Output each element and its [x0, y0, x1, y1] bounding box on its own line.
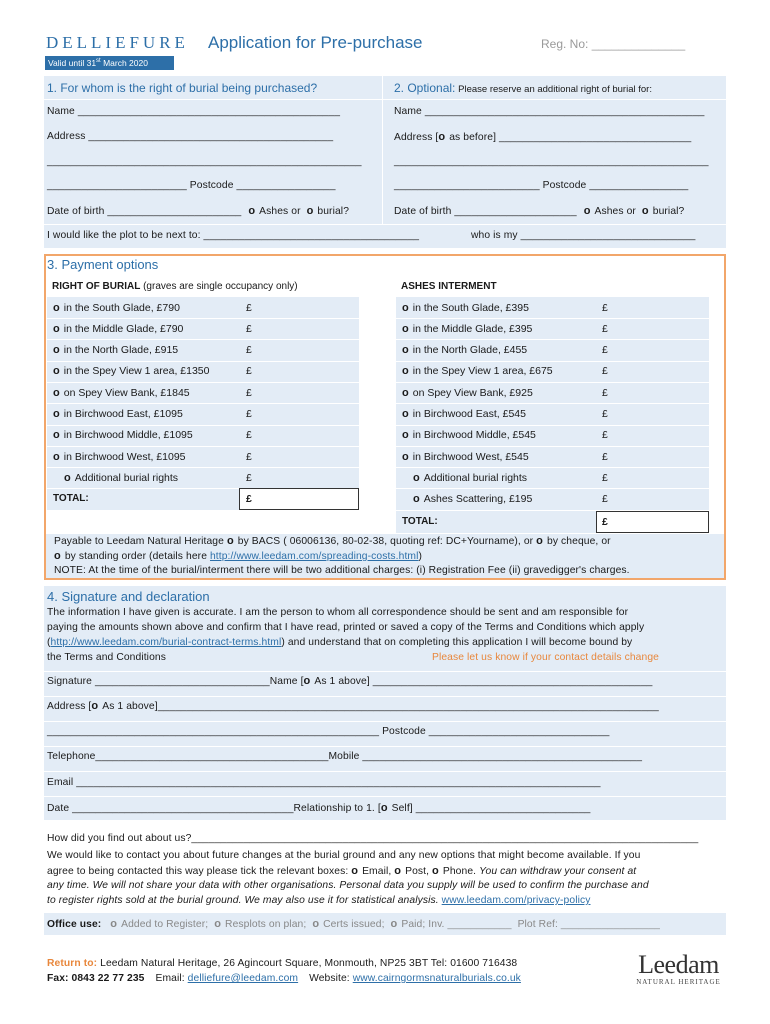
- additional-address-row: [394, 131, 691, 143]
- ashes-option-checkbox[interactable]: o: [413, 471, 420, 484]
- section-2-title: 2. Optional:: [394, 81, 456, 95]
- terms-link[interactable]: http://www.leedam.com/burial-contract-terms.html: [50, 637, 282, 648]
- additional-postcode-field[interactable]: _________________________ Postcode _________________: [394, 180, 689, 191]
- burial-label: burial?: [317, 206, 350, 217]
- self-checkbox[interactable]: o: [380, 802, 388, 814]
- valid-pre: Valid until 31: [48, 58, 97, 68]
- additional-dob-field[interactable]: Date of birth _____________________: [394, 206, 577, 217]
- ashes-amount-field[interactable]: £: [602, 322, 608, 335]
- burial-option-row: [47, 446, 359, 467]
- ashes-option-label: in the South Glade, £395: [412, 301, 529, 314]
- telephone-mobile-field[interactable]: Telephone________________________________________Mobile ________________________________________________: [47, 751, 643, 762]
- burial-option-label: in Birchwood Middle, £1095: [63, 429, 193, 442]
- ashes-option-checkbox[interactable]: o: [402, 322, 409, 335]
- name-as-above-checkbox[interactable]: o: [303, 675, 311, 687]
- burial-option-row: [47, 297, 359, 318]
- ashes-option-row: [396, 425, 709, 446]
- ashes-amount-field[interactable]: £: [602, 408, 608, 420]
- office-item-label: Resplots on plan;: [225, 919, 307, 930]
- ashes-option-row: [396, 489, 709, 510]
- payable-line: [54, 535, 611, 547]
- applicant-dob-field[interactable]: Date of birth _______________________: [47, 206, 242, 217]
- contact-line-1: We would like to contact you about future changes at the burial ground and any new options that might become available. If you: [47, 850, 641, 861]
- additional-address-field[interactable]: as before] _________________________________: [449, 132, 692, 143]
- logo-wordmark: Leedam: [638, 950, 719, 979]
- decl-open: (: [47, 637, 51, 648]
- ashes-checkbox[interactable]: o: [248, 205, 256, 217]
- burial-option-label: Additional burial rights: [74, 471, 179, 484]
- ashes-option-label: in Birchwood West, £545: [412, 450, 529, 463]
- website-link[interactable]: www.cairngormsnaturalburials.co.uk: [352, 973, 521, 984]
- section-2-subtitle: Please reserve an additional right of burial for:: [458, 84, 652, 95]
- form-title: Application for Pre-purchase: [208, 33, 423, 52]
- return-label: Return to:: [47, 958, 98, 969]
- office-checkbox[interactable]: o: [110, 918, 118, 930]
- additional-ashes-label: Ashes or: [594, 206, 636, 217]
- burial-option-checkbox[interactable]: o: [53, 301, 60, 314]
- ashes-option-checkbox[interactable]: o: [402, 365, 409, 378]
- ashes-option-checkbox[interactable]: o: [402, 429, 409, 442]
- logo-subtitle: NATURAL HERITAGE: [636, 978, 721, 986]
- leedam-logo: [631, 950, 726, 986]
- additional-ashes-checkbox[interactable]: o: [583, 205, 591, 217]
- bacs-checkbox[interactable]: o: [226, 535, 234, 547]
- burial-checkbox[interactable]: o: [306, 205, 314, 217]
- ashes-amount-field[interactable]: £: [602, 471, 608, 484]
- contact-details: [47, 973, 521, 984]
- standing-order-close: ): [418, 551, 423, 562]
- ashes-option-checkbox[interactable]: o: [402, 344, 409, 357]
- ashes-option-checkbox[interactable]: o: [402, 386, 409, 399]
- contact-consent-text: agree to being contacted this way please tick the relevant boxes:: [47, 866, 349, 877]
- burial-amount-field[interactable]: £: [246, 301, 252, 314]
- email-link[interactable]: delliefure@leedam.com: [187, 973, 299, 984]
- who-is-my-field[interactable]: who is my ______________________________: [471, 230, 696, 241]
- burial-option-row: [47, 382, 359, 403]
- contact-line-3: any time. We will not share your data with other organisations. Personal data you supply will be used to confirm the purchase and: [47, 880, 649, 891]
- additional-burial-label: burial?: [652, 206, 685, 217]
- declaration-line-1: The information I have given is accurate. I am the person to whom all correspondence should be sent and am responsible for: [47, 607, 629, 618]
- ashes-amount-field[interactable]: £: [602, 301, 608, 314]
- burial-header-title: RIGHT OF BURIAL: [52, 281, 141, 292]
- spreading-costs-link[interactable]: http://www.leedam.com/spreading-costs.html: [209, 551, 419, 562]
- ashes-option-checkbox[interactable]: o: [413, 493, 420, 506]
- burial-option-checkbox[interactable]: o: [64, 471, 71, 484]
- applicant-address-line-2[interactable]: ______________________________________________________: [47, 156, 362, 167]
- ashes-option-label: Ashes Scattering, £195: [423, 493, 533, 506]
- ashes-option-row: [396, 297, 709, 318]
- ashes-header: ASHES INTERMENT: [401, 281, 497, 292]
- ashes-amount-field[interactable]: £: [602, 365, 608, 378]
- burial-option-checkbox[interactable]: o: [53, 450, 60, 463]
- ashes-option-row: [396, 467, 709, 488]
- ashes-option-checkbox[interactable]: o: [402, 450, 409, 463]
- standing-order-label: by standing order (details here: [64, 551, 210, 562]
- ashes-option-checkbox[interactable]: o: [402, 408, 409, 420]
- found-us-field[interactable]: How did you find out about us?_______________________________________________________________________________________: [47, 833, 699, 844]
- valid-sup: st: [96, 58, 101, 65]
- additional-address-line-2[interactable]: ______________________________________________________: [394, 156, 709, 167]
- ashes-option-row: [396, 340, 709, 361]
- burial-header-note: (graves are single occupancy only): [140, 281, 298, 292]
- burial-option-label: in the South Glade, £790: [63, 301, 180, 314]
- ashes-total-field[interactable]: £: [602, 516, 608, 528]
- declaration-line-2: paying the amounts shown above and confirm that I have read, printed or saved a copy of the Terms and Conditions which apply: [47, 622, 645, 633]
- section-4-heading: 4. Signature and declaration: [47, 589, 210, 604]
- burial-total-box: [239, 488, 359, 510]
- email-label: Email:: [155, 973, 185, 984]
- office-item-label: Added to Register;: [121, 919, 209, 930]
- ashes-option-checkbox[interactable]: o: [402, 301, 409, 314]
- burial-total-label: TOTAL:: [53, 493, 89, 504]
- ashes-option-row: [396, 361, 709, 382]
- divider: [44, 796, 726, 797]
- contact-change-note: Please let us know if your contact details change: [432, 652, 659, 663]
- declaration-line-3: [47, 637, 632, 648]
- divider: [44, 721, 726, 722]
- section-2-heading: [394, 81, 652, 95]
- burial-amount-field[interactable]: £: [246, 322, 252, 335]
- ashes-amount-field[interactable]: £: [602, 386, 608, 399]
- cheque-label: by cheque, or: [547, 536, 611, 547]
- burial-option-row: [47, 404, 359, 425]
- divider: [44, 671, 726, 672]
- date-field[interactable]: Date ______________________________________Relationship to 1. [: [47, 803, 381, 814]
- burial-amount-field[interactable]: £: [246, 386, 252, 399]
- burial-option-row: [47, 467, 359, 488]
- ashes-option-label: in Birchwood Middle, £545: [412, 429, 536, 442]
- declaration-line-4: the Terms and Conditions: [47, 652, 166, 663]
- ashes-label: Ashes or: [259, 206, 301, 217]
- sig-address-field[interactable]: As 1 above]______________________________________________________________________________________: [102, 701, 659, 712]
- ashes-option-row: [396, 382, 709, 403]
- burial-option-label: in Birchwood East, £1095: [63, 408, 183, 420]
- burial-amount-field[interactable]: £: [246, 344, 252, 357]
- burial-option-checkbox[interactable]: o: [53, 322, 60, 335]
- additional-dob-row: [394, 205, 684, 217]
- section-1-heading: 1. For whom is the right of burial being purchased?: [47, 81, 318, 95]
- ashes-option-label: in the Spey View 1 area, £675: [412, 365, 553, 378]
- payable-to: Payable to Leedam Natural Heritage: [54, 536, 224, 547]
- burial-option-checkbox[interactable]: o: [53, 429, 60, 442]
- contact-line-2: [47, 865, 636, 877]
- ashes-option-label: in the Middle Glade, £395: [412, 322, 533, 335]
- burial-option-row: [47, 425, 359, 446]
- signature-row: [47, 675, 652, 687]
- burial-total-field[interactable]: £: [246, 493, 252, 505]
- ashes-amount-field[interactable]: £: [602, 493, 608, 506]
- valid-post: March 2020: [100, 58, 148, 68]
- office-item-label: Certs issued;: [323, 919, 385, 930]
- relationship-field[interactable]: Self] ______________________________: [391, 803, 591, 814]
- burial-option-checkbox[interactable]: o: [53, 344, 60, 357]
- fax-number: Fax: 0843 22 77 235: [47, 973, 145, 984]
- contact-phone-label: Phone.: [442, 866, 477, 877]
- privacy-text: to register rights sold at the burial ground. We may also use it for statistical analysis.: [47, 895, 439, 906]
- burial-amount-field[interactable]: £: [246, 450, 252, 463]
- burial-option-checkbox[interactable]: o: [53, 365, 60, 378]
- office-item-label: Paid; Inv. ___________: [401, 919, 512, 930]
- website-label: Website:: [309, 973, 350, 984]
- applicant-postcode-field[interactable]: ________________________ Postcode _________________: [47, 180, 336, 191]
- applicant-address-field[interactable]: Address __________________________________________: [47, 131, 334, 142]
- contact-post-label: Post,: [405, 866, 430, 877]
- office-use-label: Office use:: [47, 919, 102, 930]
- sig-address-row: [47, 700, 659, 712]
- brand-name: DELLIEFURE: [46, 33, 189, 52]
- ashes-option-row: [396, 446, 709, 467]
- decl-rest: ) and understand that on completing this application I will become bound by: [281, 637, 633, 648]
- burial-option-label: in the North Glade, £915: [63, 344, 179, 357]
- divider: [44, 771, 726, 772]
- burial-option-row: [47, 340, 359, 361]
- burial-amount-field[interactable]: £: [246, 429, 252, 442]
- burial-option-row: [47, 318, 359, 339]
- date-relationship-row: [47, 802, 591, 814]
- office-checkbox[interactable]: o: [390, 918, 398, 930]
- additional-address-label: Address [: [394, 132, 439, 143]
- ashes-amount-field[interactable]: £: [602, 429, 608, 442]
- withdraw-consent-text: You can withdraw your consent at: [479, 866, 637, 877]
- applicant-dob-row: [47, 205, 349, 217]
- ashes-option-row: [396, 318, 709, 339]
- additional-name-field[interactable]: Name ________________________________________________: [394, 106, 705, 117]
- contact-email-label: Email,: [362, 866, 392, 877]
- signature-field[interactable]: Signature ______________________________Name [: [47, 676, 304, 687]
- address-as-above-checkbox[interactable]: o: [91, 700, 99, 712]
- ashes-option-label: in Birchwood East, £545: [412, 408, 526, 420]
- divider: [44, 224, 726, 225]
- valid-until-banner: [45, 56, 174, 70]
- burial-option-checkbox[interactable]: o: [53, 386, 60, 399]
- burial-header: [52, 281, 298, 292]
- ashes-amount-field[interactable]: £: [602, 344, 608, 357]
- ashes-amount-field[interactable]: £: [602, 450, 608, 463]
- ashes-option-label: Additional burial rights: [423, 471, 528, 484]
- divider: [44, 746, 726, 747]
- burial-amount-field[interactable]: £: [246, 471, 252, 484]
- privacy-policy-link[interactable]: www.leedam.com/privacy-policy: [441, 895, 591, 906]
- contact-line-4: [47, 895, 590, 906]
- email-field[interactable]: Email __________________________________________________________________________________________: [47, 777, 601, 788]
- burial-amount-field[interactable]: £: [246, 408, 252, 420]
- divider: [44, 696, 726, 697]
- contact-phone-checkbox[interactable]: o: [432, 865, 439, 877]
- ashes-option-label: on Spey View Bank, £925: [412, 386, 533, 399]
- office-checkbox[interactable]: o: [214, 918, 222, 930]
- ashes-option-label: in the North Glade, £455: [412, 344, 528, 357]
- reg-number[interactable]: Reg. No: ______________: [541, 37, 686, 51]
- payment-note: NOTE: At the time of the burial/interment there will be two additional charges: (i) Registration Fee (ii) gravedigger's charges.: [54, 565, 630, 576]
- divider: [44, 99, 726, 100]
- as-before-checkbox[interactable]: o: [438, 131, 446, 143]
- burial-option-label: in Birchwood West, £1095: [63, 450, 186, 463]
- signature-name-field[interactable]: As 1 above] ________________________________________________: [314, 676, 653, 687]
- applicant-name-field[interactable]: Name _____________________________________________: [47, 106, 341, 117]
- vertical-divider: [382, 76, 383, 224]
- section-3-heading: 3. Payment options: [47, 257, 159, 272]
- standing-order-checkbox[interactable]: o: [54, 550, 61, 562]
- burial-option-label: in the Middle Glade, £790: [63, 322, 184, 335]
- office-item-label: Plot Ref: _________________: [517, 919, 660, 930]
- additional-burial-checkbox[interactable]: o: [641, 205, 649, 217]
- burial-option-checkbox[interactable]: o: [53, 408, 60, 420]
- contact-email-checkbox[interactable]: o: [351, 865, 359, 877]
- burial-option-label: on Spey View Bank, £1845: [63, 386, 190, 399]
- ashes-total-box: [596, 511, 709, 533]
- plot-next-to-field[interactable]: I would like the plot to be next to: _____________________________________: [47, 230, 420, 241]
- return-text: Leedam Natural Heritage, 26 Agincourt Square, Monmouth, NP25 3BT Tel: 01600 716438: [97, 958, 518, 969]
- return-address: [47, 958, 517, 969]
- sig-postcode-field[interactable]: _________________________________________________________ Postcode _______________________________: [47, 726, 610, 737]
- standing-order-line: [54, 550, 422, 562]
- bacs-label: by BACS ( 06006136, 80-02-38, quoting ref: DC+Yourname), or: [237, 536, 534, 547]
- office-checkbox[interactable]: o: [312, 918, 320, 930]
- burial-amount-field[interactable]: £: [246, 365, 252, 378]
- cheque-checkbox[interactable]: o: [536, 535, 543, 547]
- sig-address-label: Address [: [47, 701, 92, 712]
- ashes-option-row: [396, 404, 709, 425]
- office-use-row: [47, 918, 666, 930]
- contact-post-checkbox[interactable]: o: [394, 865, 402, 877]
- ashes-total-label: TOTAL:: [402, 516, 438, 527]
- burial-option-row: [47, 361, 359, 382]
- burial-option-label: in the Spey View 1 area, £1350: [63, 365, 210, 378]
